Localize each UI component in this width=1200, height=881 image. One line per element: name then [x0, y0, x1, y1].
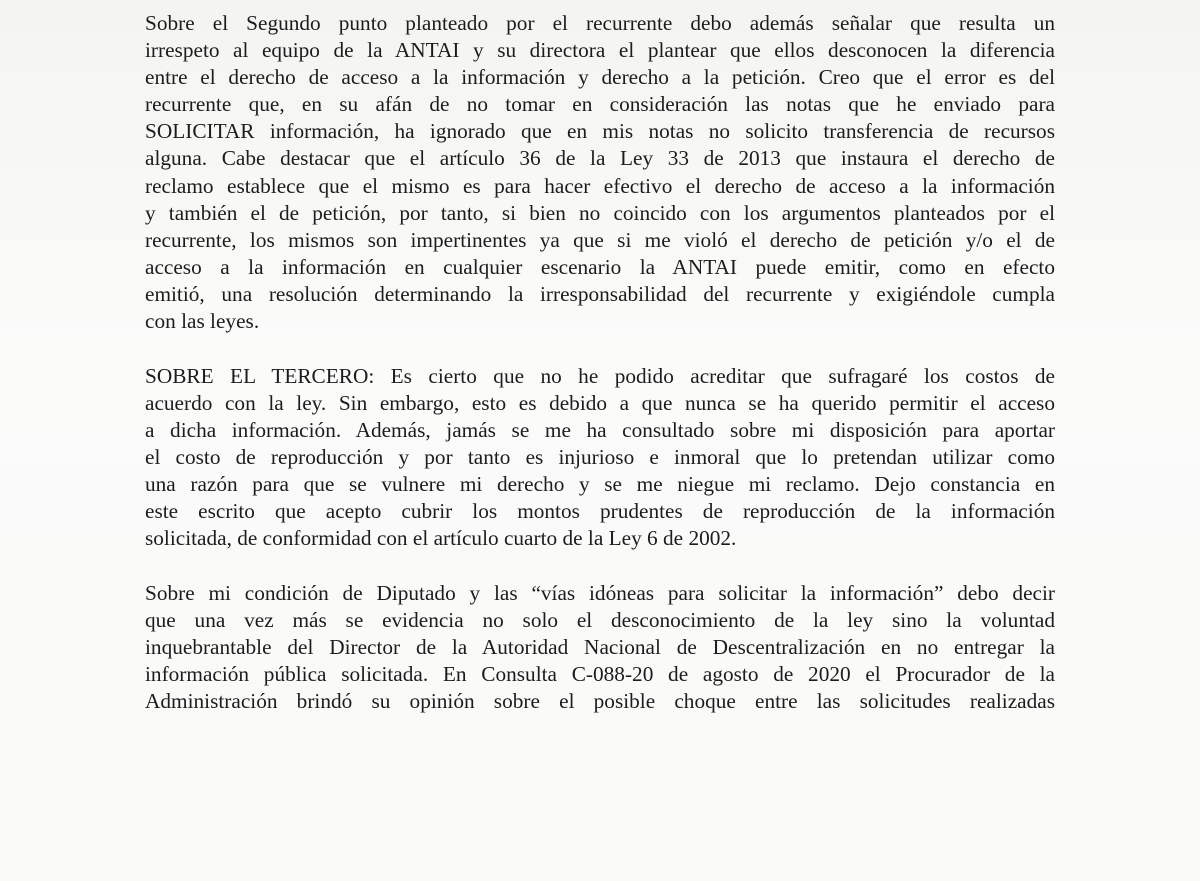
text-line: que una vez más se evidencia no solo el desconocimiento de la ley sino la voluntad: [145, 608, 1055, 633]
text-line: recurrente que, en su afán de no tomar en consideración las notas que he enviado para: [145, 92, 1055, 117]
text-line: solicitada, de conformidad con el artículo cuarto de la Ley 6 de 2002.: [145, 526, 737, 551]
text-line: el costo de reproducción y por tanto es injurioso e inmoral que lo pretendan utilizar como: [145, 445, 1055, 469]
paragraph-sobre-el-tercero: [145, 363, 1055, 553]
text-line: entre el derecho de acceso a la información y derecho a la petición. Creo que el error es del: [145, 65, 1055, 90]
text-line: información pública solicitada. En Consulta C-088-20 de agosto de 2020 el Procurador de la: [145, 662, 1055, 687]
text-line: SOLICITAR información, ha ignorado que en mis notas no solicito transferencia de recursos: [145, 119, 1055, 144]
text-line: y también el de petición, por tanto, si bien no coincido con los argumentos planteados por el: [145, 200, 1055, 225]
paragraph-segundo-punto: [145, 10, 1055, 335]
text-line: Sobre el Segundo punto planteado por el recurrente debo además señalar que resulta un: [145, 11, 1055, 35]
document-body: [145, 10, 1055, 743]
text-line: reclamo establece que el mismo es para hacer efectivo el derecho de acceso a la información: [145, 173, 1055, 198]
text-line: Administración brindó su opinión sobre el posible choque entre las solicitudes realizadas: [145, 689, 1055, 714]
paragraph-condicion-diputado: [145, 580, 1055, 715]
text-line: irrespeto al equipo de la ANTAI y su directora el plantear que ellos desconocen la diferencia: [145, 38, 1055, 63]
text-line: una razón para que se vulnere mi derecho y se me niegue mi reclamo. Dejo constancia en: [145, 472, 1055, 497]
text-line: a dicha información. Además, jamás se me ha consultado sobre mi disposición para aportar: [145, 417, 1055, 442]
text-line: recurrente, los mismos son impertinentes ya que si me violó el derecho de petición y/o el de: [145, 227, 1055, 252]
text-line: Sobre mi condición de Diputado y las “vías idóneas para solicitar la información” debo decir: [145, 580, 1055, 605]
text-line: inquebrantable del Director de la Autoridad Nacional de Descentralización en no entregar la: [145, 635, 1055, 660]
text-line: este escrito que acepto cubrir los montos prudentes de reproducción de la información: [145, 499, 1055, 524]
text-line: alguna. Cabe destacar que el artículo 36 de la Ley 33 de 2013 que instaura el derecho de: [145, 146, 1055, 171]
text-line: con las leyes.: [145, 309, 260, 334]
text-line: emitió, una resolución determinando la irresponsabilidad del recurrente y exigiéndole cumpla: [145, 281, 1055, 306]
text-line: acceso a la información en cualquier escenario la ANTAI puede emitir, como en efecto: [145, 254, 1055, 279]
text-line: acuerdo con la ley. Sin embargo, esto es debido a que nunca se ha querido permitir el acceso: [145, 390, 1055, 415]
text-line: SOBRE EL TERCERO: Es cierto que no he podido acreditar que sufragaré los costos de: [145, 363, 1055, 388]
